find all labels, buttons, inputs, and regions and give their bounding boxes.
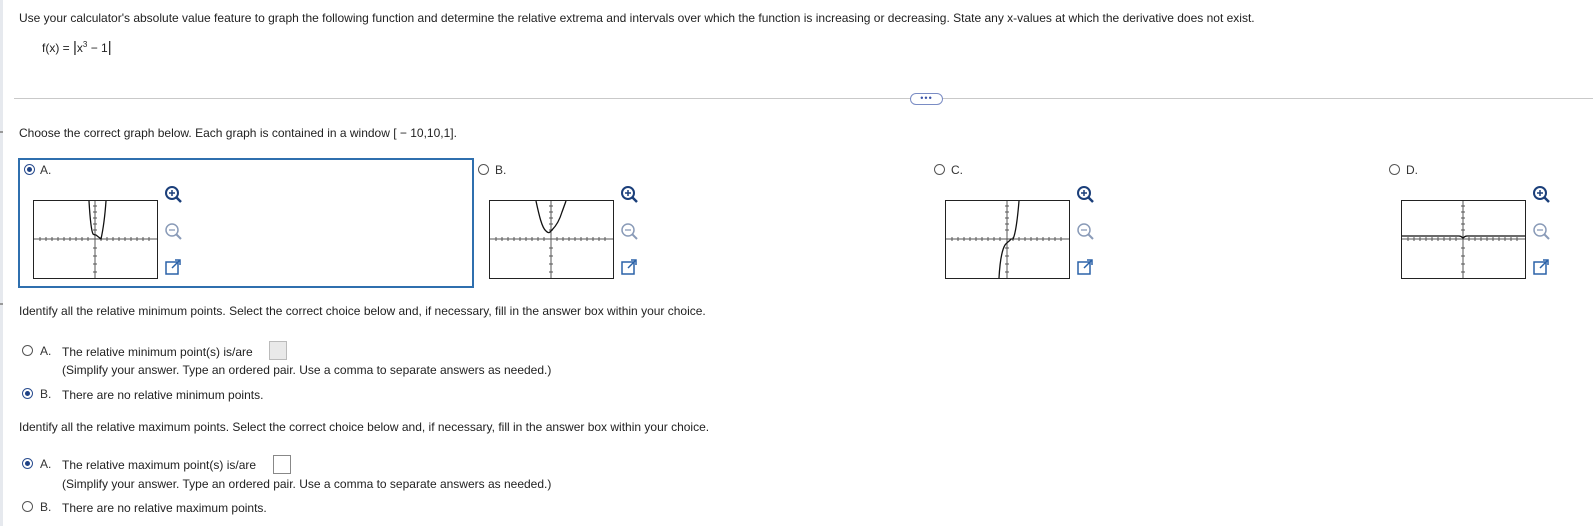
max-option-b-radio[interactable] [22,501,33,512]
min-option-b-letter[interactable]: B. [40,387,52,401]
function-suffix: − 1 [87,41,108,55]
abs-bar-left: | [73,39,77,56]
graph-option-b-radio[interactable] [478,164,489,175]
min-option-a-hint: (Simplify your answer. Type an ordered pair. Use a comma to separate answers as needed.) [62,363,552,377]
max-option-a-hint: (Simplify your answer. Type an ordered pair. Use a comma to separate answers as needed.) [62,477,552,491]
graph-option-b-label[interactable]: B. [495,163,507,177]
max-option-a-letter[interactable]: A. [40,457,52,471]
gutter-marker [0,131,3,133]
left-gutter [0,0,3,526]
abs-bar-right: | [107,39,112,56]
function-formula [42,39,112,56]
zoom-out-icon[interactable] [1074,221,1096,243]
open-window-icon[interactable] [618,256,640,278]
graph-prompt: Choose the correct graph below. Each graph is contained in a window [ − 10,10,1]. [19,126,457,140]
zoom-in-icon[interactable] [618,184,640,206]
function-base: x [76,41,83,55]
function-exponent: 3 [82,40,88,49]
graph-option-d-radio[interactable] [1389,164,1400,175]
function-prefix: f(x) = [42,41,74,55]
open-window-icon[interactable] [1074,256,1096,278]
max-prompt: Identify all the relative maximum points. Select the correct choice below and, if necessary, fill in the answer box within your choice. [19,420,710,434]
graph-option-c-label[interactable]: C. [951,163,963,177]
more-button[interactable]: ••• [910,93,943,105]
graph-option-d-label[interactable]: D. [1406,163,1418,177]
zoom-out-icon[interactable] [1530,221,1552,243]
min-option-a-text: The relative minimum point(s) is/are [62,345,253,359]
max-option-b-letter[interactable]: B. [40,500,52,514]
min-prompt: Identify all the relative minimum points. Select the correct choice below and, if necessary, fill in the answer box within your choice. [19,304,706,318]
graph-option-b[interactable] [489,200,614,279]
open-window-icon[interactable] [162,256,184,278]
gutter-marker [0,303,3,305]
graph-option-a[interactable] [33,200,158,279]
zoom-out-icon[interactable] [162,221,184,243]
graph-option-d[interactable] [1401,200,1526,279]
zoom-out-icon[interactable] [618,221,640,243]
graph-option-c-radio[interactable] [934,164,945,175]
open-window-icon[interactable] [1530,256,1552,278]
graph-option-a-radio[interactable] [24,164,35,175]
min-option-b-radio[interactable] [22,388,33,399]
zoom-in-icon[interactable] [1074,184,1096,206]
instructions-text: Use your calculator's absolute value feature to graph the following function and determine the relative extrema and intervals over which the function is increasing or decreasing. State any x-values at which the derivative does not exist. [19,11,1255,25]
max-option-a-radio[interactable] [22,458,33,469]
min-answer-box[interactable] [269,341,287,360]
zoom-in-icon[interactable] [1530,184,1552,206]
max-option-a-text: The relative maximum point(s) is/are [62,458,257,472]
graph-option-a-label[interactable]: A. [40,163,52,177]
section-divider [14,98,1593,99]
graph-option-c[interactable] [945,200,1070,279]
zoom-in-icon[interactable] [162,184,184,206]
min-option-b-text: There are no relative minimum points. [62,388,264,402]
min-option-a-radio[interactable] [22,345,33,356]
max-option-b-text: There are no relative maximum points. [62,501,267,515]
min-option-a-letter[interactable]: A. [40,344,52,358]
max-answer-box[interactable] [273,455,291,474]
